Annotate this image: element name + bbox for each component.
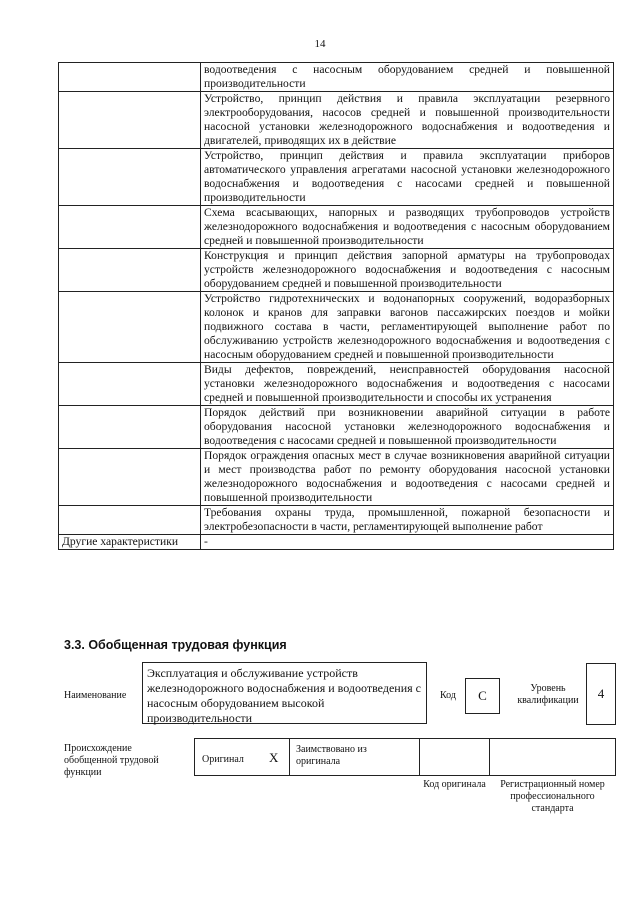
row-label: Другие характеристики xyxy=(59,535,201,550)
row-text: Устройство, принцип действия и правила эксплуатации приборов автоматического управления агрегатами насосной установки железнодорожного водоснабжения и водоотведения с насосами средней и повышенной производительности xyxy=(201,149,614,206)
row-text: Схема всасывающих, напорных и разводящих трубопроводов устройств железнодорожного водоснабжения и водоотведения с насосным оборудованием средней и повышенной производительности xyxy=(201,206,614,249)
section-title: 3.3. Обобщенная трудовая функция xyxy=(64,638,287,652)
row-label xyxy=(59,206,201,249)
reg-number-cell xyxy=(489,738,616,776)
row-label xyxy=(59,506,201,535)
row-text: водоотведения с насосным оборудованием средней и повышенной производительности xyxy=(201,63,614,92)
borrowed-label: Заимствовано из оригинала xyxy=(296,744,367,767)
level-value: 4 xyxy=(586,663,616,725)
original-label: Оригинал xyxy=(202,754,244,765)
borrowed-cell xyxy=(289,738,420,776)
row-label xyxy=(59,406,201,449)
table-row xyxy=(59,92,614,149)
code-value: C xyxy=(465,678,500,714)
code-original-caption: Код оригинала xyxy=(423,779,486,790)
original-cell xyxy=(194,738,290,776)
table-row xyxy=(59,449,614,506)
row-label xyxy=(59,249,201,292)
function-name: Эксплуатация и обслуживание устройств железнодорожного водоснабжения и водоотведения с насосным оборудованием высокой производительности xyxy=(147,666,421,725)
reg-number-caption: Регистрационный номер профессионального стандарта xyxy=(500,779,605,814)
row-label xyxy=(59,92,201,149)
row-text: Устройство гидротехнических и водонапорных сооружений, водоразборных колонок и кранов для заправки вагонов пассажирских поездов и мойки подвижного состава в части, регламентирующей выполнение работ по обслуживанию устройств железнодорожного водоснабжения и водоотведения с насосным оборудованием средней и повышенной производительности xyxy=(201,292,614,363)
row-text: - xyxy=(201,535,614,550)
page-number: 14 xyxy=(314,38,326,50)
table-row xyxy=(59,506,614,535)
code-original-cell xyxy=(419,738,490,776)
table-row xyxy=(59,206,614,249)
row-text: Виды дефектов, повреждений, неисправностей оборудования насосной установки железнодорожного водоснабжения и водоотведения с насосами средней и повышенной производительности и способы их устранения xyxy=(201,363,614,406)
row-label xyxy=(59,449,201,506)
original-mark: X xyxy=(269,750,279,765)
knowledge-table xyxy=(58,62,614,550)
row-label xyxy=(59,149,201,206)
table-row xyxy=(59,149,614,206)
row-text: Порядок ограждения опасных мест в случае возникновения аварийной ситуации и мест производства работ по ремонту оборудования насосной установки железнодорожного водоснабжения и водоотведения с насосами средней и повышенной производительности xyxy=(201,449,614,506)
table-row xyxy=(59,363,614,406)
row-text: Конструкция и принцип действия запорной арматуры на трубопроводах устройств железнодорожного водоснабжения и водоотведения с насосным оборудованием средней и повышенной производительности xyxy=(201,249,614,292)
row-text: Порядок действий при возникновении аварийной ситуации в работе оборудования насосной установки железнодорожного водоснабжения и водоотведения с насосами средней и повышенной производительности xyxy=(201,406,614,449)
origin-label: Происхождение обобщенной трудовой функции xyxy=(64,743,159,778)
table-row xyxy=(59,535,614,550)
row-label xyxy=(59,363,201,406)
name-label: Наименование xyxy=(64,690,127,701)
row-label xyxy=(59,63,201,92)
table-row xyxy=(59,406,614,449)
code-label: Код xyxy=(440,690,456,701)
name-value-box xyxy=(142,662,427,724)
row-text: Устройство, принцип действия и правила эксплуатации резервного электрооборудования, насосов средней и повышенной производительности насосной установки железнодорожного водоснабжения и водоотведения и двигателей, приводящих их в действие xyxy=(201,92,614,149)
table-row xyxy=(59,292,614,363)
row-text: Требования охраны труда, промышленной, пожарной безопасности и электробезопасности в части, регламентирующей выполнение работ xyxy=(201,506,614,535)
table-row xyxy=(59,63,614,92)
table-row xyxy=(59,249,614,292)
row-label xyxy=(59,292,201,363)
level-label: Уровень квалификации xyxy=(517,683,579,706)
